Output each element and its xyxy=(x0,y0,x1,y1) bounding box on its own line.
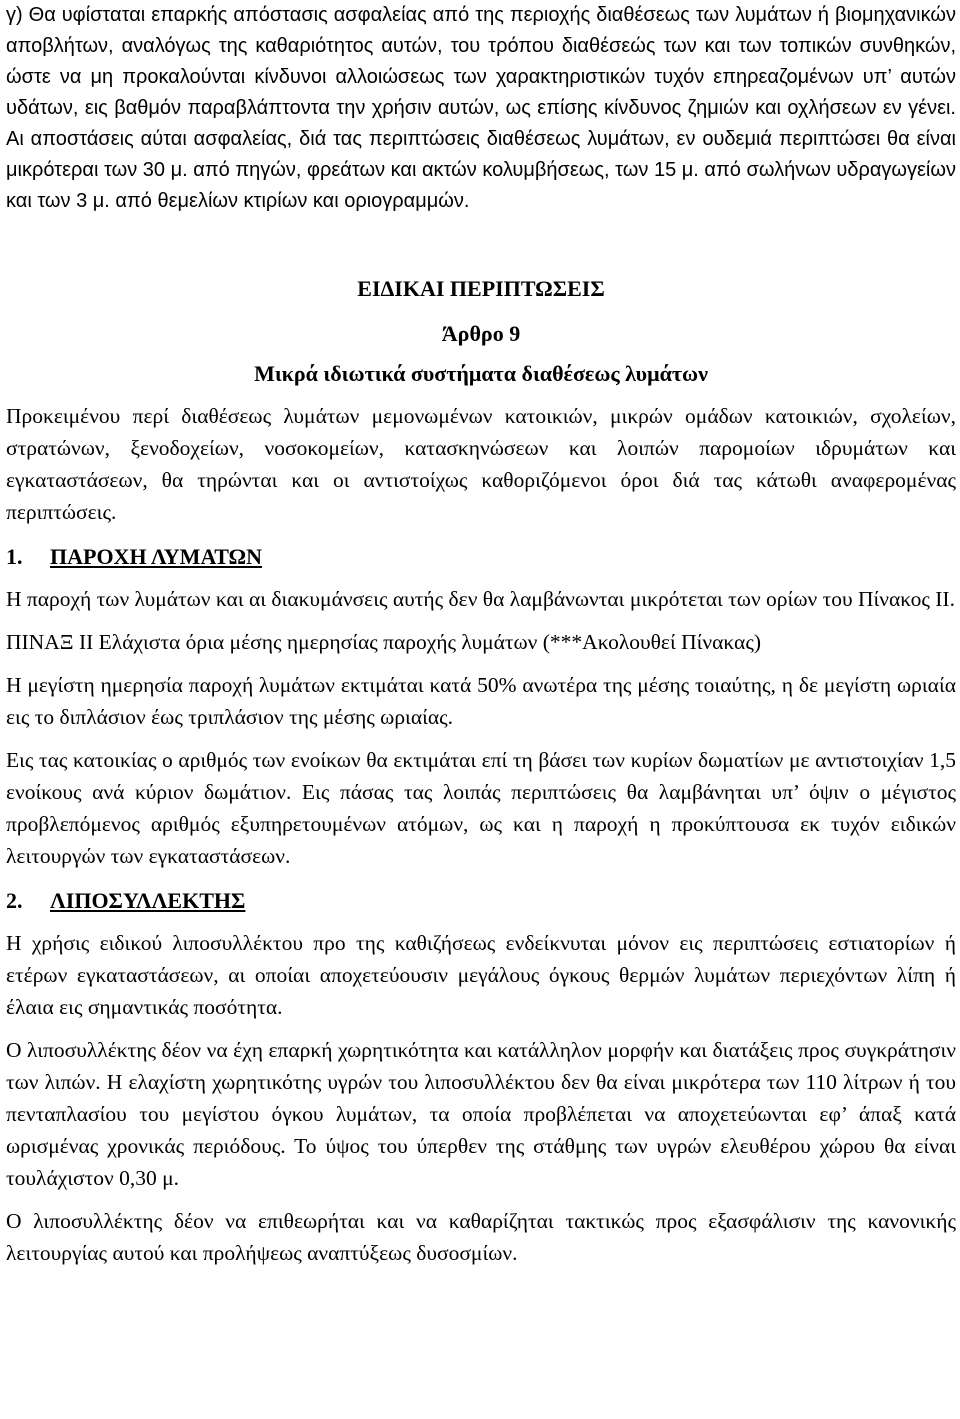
section-2-number: 2. xyxy=(6,888,23,913)
article-number: Άρθρο 9 xyxy=(441,321,521,346)
article-intro-paragraph: Προκειμένου περί διαθέσεως λυμάτων μεμονωμένων κατοικιών, μικρών ομάδων κατοικιών, σχολείων, στρατώνων, ξενοδοχείων, νοσοκομείων, κατασκηνώσεων και λοιπών παρομοίων ιδρυμάτων και εγκαταστάσεων, θα τηρώνται και οι αντιστοίχως καθοριζόμενοι όροι διά τας κάτωθι αναφερομένας περιπτώσεις. xyxy=(6,404,956,524)
section-2-title: ΛΙΠΟΣΥΛΛΕΚΤΗΣ xyxy=(50,888,246,913)
section-1-title: ΠΑΡΟΧΗ ΛΥΜΑΤΩΝ xyxy=(50,544,262,569)
section-2-paragraph: Ο λιποσυλλέκτης δέον να επιθεωρήται και να καθαρίζηται τακτικώς προς εξασφάλισιν της κανονικής λειτουργίας αυτού και προλήψεως αναπτύξεως δυσοσμίων. xyxy=(6,1209,956,1265)
document-page xyxy=(6,0,956,1269)
section-1-paragraph: Η μεγίστη ημερησία παροχή λυμάτων εκτιμάται κατά 50% ανωτέρα της μέσης τοιαύτης, η δε μεγίστη ωριαία εις το διπλάσιον έως τριπλάσιον της μέσης ωριαίας. xyxy=(6,673,956,729)
section-1-heading xyxy=(6,542,956,572)
article-title: Μικρά ιδιωτικά συστήματα διαθέσεως λυμάτων xyxy=(254,361,708,386)
section-1-paragraph: ΠΙΝΑΞ ΙΙ Ελάχιστα όρια μέσης ημερησίας παροχής λυμάτων (***Ακολουθεί Πίνακας) xyxy=(6,630,761,654)
section-2-paragraph: Ο λιποσυλλέκτης δέον να έχη επαρκή χωρητικότητα και κατάλληλον μορφήν και διατάξεις προς συγκράτησιν των λιπών. Η ελαχίστη χωρητικότης υγρών του λιποσυλλέκτου δεν θα είναι μικρότερα των 110 λίτρων ή του πενταπλασίου του μεγίστου όγκου λυμάτων, τα οποία προβλέπεται να αποχετεύωνται εφ’ άπαξ κατά ωρισμένας χρονικάς περιόδους. Το ύψος του ύπερθεν της στάθμης των υγρών ελευθέρου χώρου θα είναι τουλάχιστον 0,30 μ. xyxy=(6,1038,956,1190)
special-cases-heading: ΕΙΔΙΚΑΙ ΠΕΡΙΠΤΩΣΕΙΣ xyxy=(357,276,605,301)
intro-paragraph: γ) Θα υφίσταται επαρκής απόστασις ασφαλείας από της περιοχής διαθέσεως των λυμάτων ή βιομηχανικών αποβλήτων, αναλόγως της καθαριότητος αυτών, του τρόπου διαθέσεώς των και των τοπικών συνθηκών, ώστε να μη προκαλούνται κίνδυνοι αλλοιώσεως των χαρακτηριστικών τυχόν επηρεαζομένων υπ’ αυτών υδάτων, εις βαθμόν παραβλάπτοντα την χρήσιν αυτών, ως επίσης κίνδυνος ζημιών και οχλήσεων εν γένει. Αι αποστάσεις αύται ασφαλείας, διά τας περιπτώσεις διαθέσεως λυμάτων, εν ουδεμιά περιπτώσει θα είναι μικρότεραι των 30 μ. από πηγών, φρεάτων και ακτών κολυμβήσεως, των 15 μ. από σωλήνων υδραγωγείων και των 3 μ. από θεμελίων κτιρίων και οριογραμμών. xyxy=(6,4,956,212)
section-2-heading xyxy=(6,886,956,916)
section-1-paragraph: Εις τας κατοικίας ο αριθμός των ενοίκων θα εκτιμάται επί τη βάσει των κυρίων δωματίων με αντιστοιχίαν 1,5 ενοίκους ανά κύριον δωμάτιον. Εις πάσας τας λοιπάς περιπτώσεις θα λαμβάνηται υπ’ όψιν ο μέγιστος προβλεπόμενος αριθμός εξυπηρετουμένων ατόμων, ως και η παροχή η προκύπτουσα εκ τυχόν ειδικών λειτουργών των εγκαταστάσεων. xyxy=(6,748,956,868)
section-2-paragraph: Η χρήσις ειδικού λιποσυλλέκτου προ της καθιζήσεως ενδείκνυται μόνον εις περιπτώσεις εστιατορίων ή ετέρων εγκαταστάσεων, αι οποίαι αποχετεύουσιν μεγάλους όγκους θερμών λυμάτων περιεχόντων λίπη ή έλαια εις σημαντικάς ποσότητα. xyxy=(6,931,956,1019)
section-1-number: 1. xyxy=(6,544,23,569)
section-1-paragraph: Η παροχή των λυμάτων και αι διακυμάνσεις αυτής δεν θα λαμβάνωνται μικρότεται των ορίων του Πίνακος ΙΙ. xyxy=(6,587,955,611)
